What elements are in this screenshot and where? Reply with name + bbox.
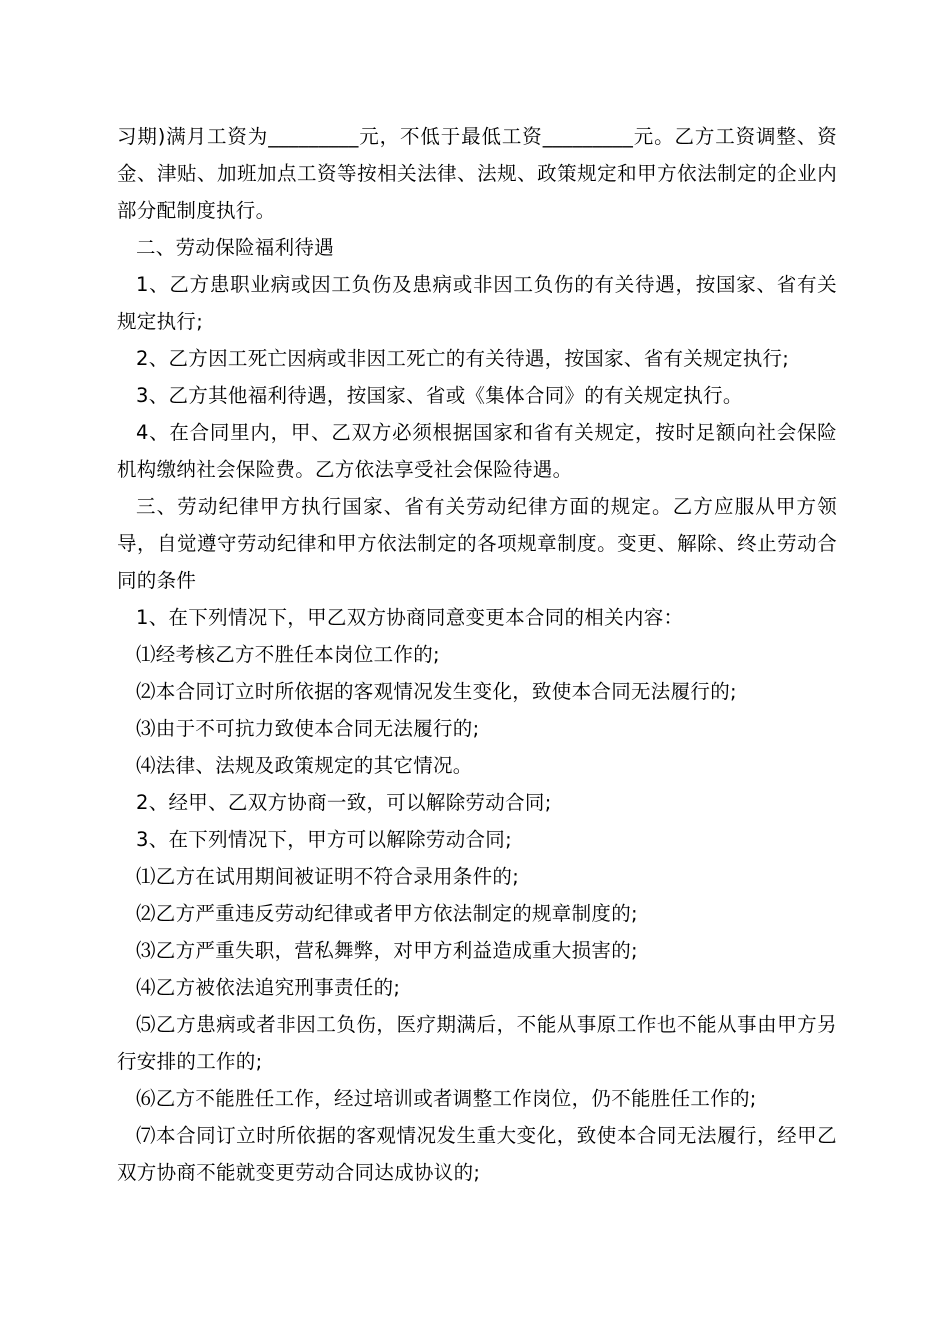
paragraph-contract-change-intro: 1、在下列情况下，甲乙双方协商同意变更本合同的相关内容： [136,606,684,629]
list-item-termination-6: ⑹乙方不能胜任工作，经过培训或者调整工作岗位，仍不能胜任工作的; [136,1087,757,1110]
paragraph-occupational-disease: 1、乙方患职业病或因工负伤及患病或非因工负伤的有关待遇，按国家、省有关规定执行; [117,273,837,333]
paragraph-death-benefits: 2、乙方因工死亡因病或非因工死亡的有关待遇，按国家、省有关规定执行; [136,347,790,370]
list-item-termination-3: ⑶乙方严重失职，营私舞弊，对甲方利益造成重大损害的; [136,939,638,962]
list-item-termination-1: ⑴乙方在试用期间被证明不符合录用条件的; [136,865,520,888]
paragraph-wage-clause-continued: 习期)满月工资为_________元，不低于最低工资_________元。乙方工资调整、资金、津贴、加班加点工资等按相关法律、法规、政策规定和甲方依法制定的企业内部分配制度执行。 [117,125,837,222]
list-item-termination-7: ⑺本合同订立时所依据的客观情况发生重大变化，致使本合同无法履行，经甲乙双方协商不能就变更劳动合同达成协议的; [117,1124,837,1184]
paragraph-other-benefits: 3、乙方其他福利待遇，按国家、省或《集体合同》的有关规定执行。 [136,384,743,407]
document-body [117,118,837,1191]
paragraph-social-insurance: 4、在合同里内，甲、乙双方必须根据国家和省有关规定，按时足额向社会保险机构缴纳社会保险费。乙方依法享受社会保险待遇。 [117,421,837,481]
paragraph-employer-termination-intro: 3、在下列情况下，甲方可以解除劳动合同; [136,828,512,851]
list-item-change-3: ⑶由于不可抗力致使本合同无法履行的; [136,717,480,740]
list-item-change-1: ⑴经考核乙方不胜任本岗位工作的; [136,643,440,666]
list-item-termination-2: ⑵乙方严重违反劳动纪律或者甲方依法制定的规章制度的; [136,902,638,925]
list-item-termination-5: ⑸乙方患病或者非因工负伤，医疗期满后，不能从事原工作也不能从事由甲方另行安排的工作的; [117,1013,837,1073]
section-heading-labor-discipline: 三、劳动纪律甲方执行国家、省有关劳动纪律方面的规定。乙方应服从甲方领导，自觉遵守劳动纪律和甲方依法制定的各项规章制度。变更、解除、终止劳动合同的条件 [117,495,837,592]
paragraph-mutual-termination: 2、经甲、乙双方协商一致，可以解除劳动合同; [136,791,552,814]
list-item-termination-4: ⑷乙方被依法追究刑事责任的; [136,976,401,999]
list-item-change-2: ⑵本合同订立时所依据的客观情况发生变化，致使本合同无法履行的; [136,680,737,703]
list-item-change-4: ⑷法律、法规及政策规定的其它情况。 [136,754,473,777]
section-heading-insurance-benefits: 二、劳动保险福利待遇 [136,236,335,259]
